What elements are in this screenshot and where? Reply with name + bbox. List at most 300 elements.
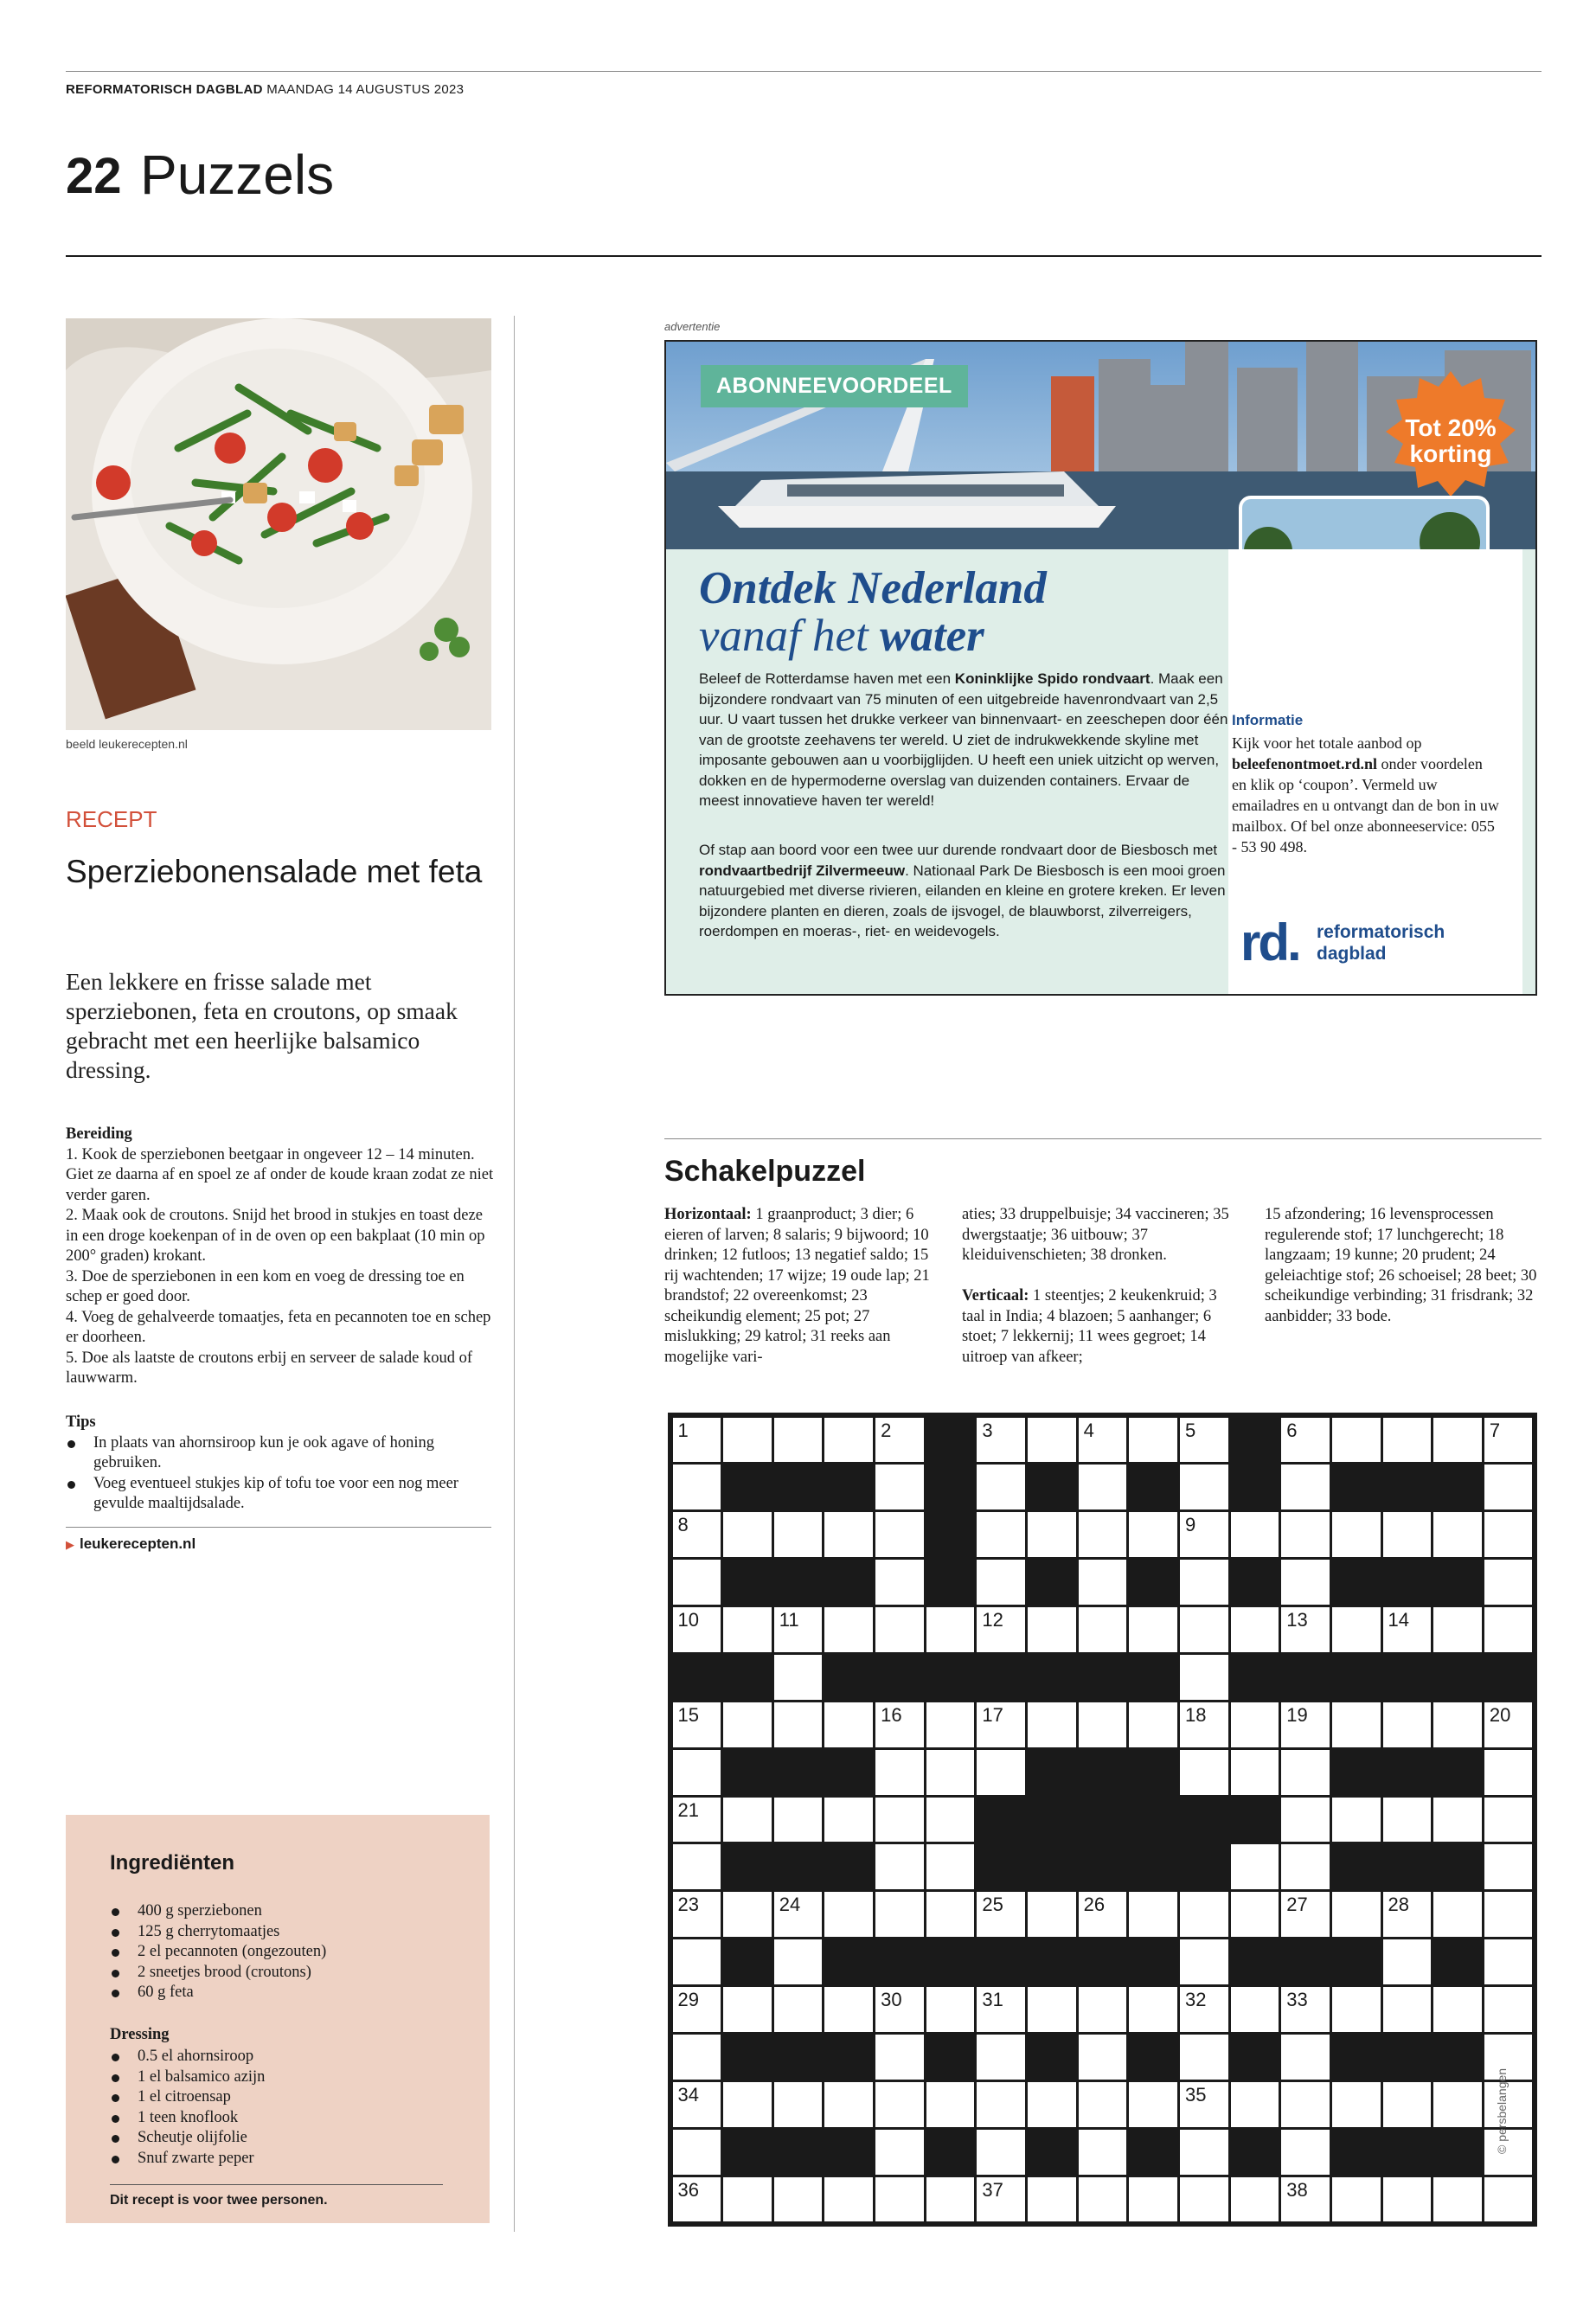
grid-cell[interactable] bbox=[723, 2177, 772, 2222]
grid-cell[interactable] bbox=[1231, 1750, 1279, 1795]
grid-cell[interactable] bbox=[673, 2177, 721, 2222]
grid-cell[interactable] bbox=[926, 2082, 975, 2127]
dressing-item: 1 el balsamico azijn bbox=[110, 2067, 473, 2088]
clues-column-1 bbox=[664, 1205, 933, 1368]
grid-cell[interactable] bbox=[1281, 1607, 1330, 1652]
grid-cell[interactable] bbox=[1332, 1892, 1381, 1937]
grid-cell[interactable] bbox=[824, 1512, 873, 1557]
grid-clue-number: 18 bbox=[1184, 1703, 1207, 1726]
tips-label: Tips bbox=[66, 1413, 96, 1431]
ad-info-body bbox=[1232, 733, 1500, 857]
ad-badge: ABONNEEVOORDEEL bbox=[701, 365, 968, 407]
grid-cell[interactable] bbox=[875, 1512, 924, 1557]
grid-cell[interactable] bbox=[875, 1844, 924, 1889]
grid-cell[interactable] bbox=[1231, 2082, 1279, 2127]
copyright: © persbelangen bbox=[1495, 2067, 1509, 2154]
grid-cell[interactable] bbox=[977, 2035, 1025, 2080]
grid-cell[interactable] bbox=[1281, 1750, 1330, 1795]
grid-cell[interactable] bbox=[673, 1702, 721, 1747]
grid-cell[interactable] bbox=[1129, 1987, 1177, 2032]
grid-cell[interactable] bbox=[774, 1702, 823, 1747]
recipe-intro: Een lekkere en frisse salade met sperziebonen, feta en croutons, op smaak gebracht met een heerlijke balsamico dressing. bbox=[66, 968, 458, 1083]
grid-cell[interactable] bbox=[824, 2082, 873, 2127]
grid-clue-number: 36 bbox=[677, 2178, 699, 2201]
grid-cell[interactable] bbox=[977, 1465, 1025, 1509]
dressing-item: 1 el citroensap bbox=[110, 2087, 473, 2108]
grid-cell[interactable] bbox=[1079, 1607, 1127, 1652]
ingredients-rule bbox=[110, 2184, 443, 2185]
grid-cell[interactable] bbox=[1079, 1892, 1127, 1937]
grid-cell[interactable] bbox=[824, 2177, 873, 2222]
grid-clue-number: 4 bbox=[1083, 1419, 1094, 1441]
grid-cell[interactable] bbox=[977, 1418, 1025, 1463]
ad-headline-pre: vanaf het bbox=[699, 611, 880, 661]
grid-cell[interactable] bbox=[875, 2130, 924, 2175]
grid-cell[interactable] bbox=[875, 1418, 924, 1463]
grid-cell[interactable] bbox=[1180, 1560, 1228, 1605]
grid-cell[interactable] bbox=[1433, 1418, 1482, 1463]
grid-cell[interactable] bbox=[673, 2130, 721, 2175]
grid-cell[interactable] bbox=[1433, 2082, 1482, 2127]
dressing-list bbox=[110, 2047, 473, 2169]
grid-cell[interactable] bbox=[1433, 1892, 1482, 1937]
grid-cell[interactable] bbox=[1433, 2177, 1482, 2222]
grid-cell[interactable] bbox=[1079, 1702, 1127, 1747]
grid-cell[interactable] bbox=[926, 1987, 975, 2032]
preparation-step: 2. Maak ook de croutons. Snijd het brood in stukjes en toast deze in een droge koekenpan of in de oven op een bakplaat (10 min op 200° graden) krokant. bbox=[66, 1207, 485, 1265]
grid-cell[interactable] bbox=[977, 1560, 1025, 1605]
grid-clue-number: 32 bbox=[1184, 1989, 1207, 2011]
vertical-clues-part-1: 1 steentjes; 2 keukenkruid; 3 taal in India; 4 blazoen; 5 aanhanger; 6 stoet; 7 lekkernij; 11 wees gegroet; 14 uitroep van afkeer; bbox=[962, 1287, 1217, 1366]
rd-logo-line-1: reformatorisch bbox=[1317, 922, 1445, 942]
grid-cell[interactable] bbox=[1484, 2177, 1533, 2222]
grid-clue-number: 13 bbox=[1286, 1609, 1308, 1631]
servings-note: Dit recept is voor twee personen. bbox=[110, 2193, 328, 2208]
grid-clue-number: 30 bbox=[881, 1989, 902, 2011]
grid-cell[interactable] bbox=[723, 1987, 772, 2032]
ad-headline-bold: water bbox=[880, 611, 984, 661]
grid-clue-number: 12 bbox=[982, 1609, 1003, 1631]
grid-cell[interactable] bbox=[875, 2082, 924, 2127]
grid-cell[interactable] bbox=[1079, 2177, 1127, 2222]
grid-cell[interactable] bbox=[875, 1987, 924, 2032]
grid-cell[interactable] bbox=[1079, 1560, 1127, 1605]
grid-cell[interactable] bbox=[1332, 1798, 1381, 1843]
grid-cell[interactable] bbox=[977, 1512, 1025, 1557]
ingredients-title: Ingrediënten bbox=[110, 1851, 235, 1875]
grid-cell[interactable] bbox=[875, 1560, 924, 1605]
grid-cell[interactable] bbox=[1433, 1512, 1482, 1557]
grid-cell[interactable] bbox=[723, 2082, 772, 2127]
crossword-grid[interactable] bbox=[668, 1413, 1537, 2227]
grid-cell[interactable] bbox=[1484, 1892, 1533, 1937]
grid-cell[interactable] bbox=[926, 1892, 975, 1937]
header-date: MAANDAG 14 AUGUSTUS 2023 bbox=[266, 82, 465, 97]
preparation-label: Bereiding bbox=[66, 1125, 132, 1143]
grid-cell[interactable] bbox=[1484, 1844, 1533, 1889]
grid-cell[interactable] bbox=[926, 1798, 975, 1843]
grid-cell[interactable] bbox=[1484, 1798, 1533, 1843]
grid-cell[interactable] bbox=[1028, 2177, 1076, 2222]
grid-clue-number: 7 bbox=[1489, 1419, 1501, 1441]
grid-cell[interactable] bbox=[723, 1512, 772, 1557]
triangle-right-icon: ▶ bbox=[66, 1538, 74, 1551]
grid-clue-number: 6 bbox=[1286, 1419, 1298, 1441]
grid-cell[interactable] bbox=[1028, 1512, 1076, 1557]
grid-clue-number: 29 bbox=[677, 1989, 699, 2011]
grid-clue-number: 35 bbox=[1184, 2083, 1207, 2106]
grid-clue-number: 17 bbox=[982, 1703, 1003, 1726]
grid-cell[interactable] bbox=[1383, 2177, 1432, 2222]
grid-cell[interactable] bbox=[1281, 1465, 1330, 1509]
grid-cell[interactable] bbox=[1332, 1607, 1381, 1652]
header-paper-name: REFORMATORISCH DAGBLAD bbox=[66, 82, 263, 97]
grid-cell[interactable] bbox=[1281, 1560, 1330, 1605]
tip-item: Voeg eventueel stukjes kip of tofu toe voor een nog meer gevulde maaltijdsalade. bbox=[66, 1474, 498, 1515]
grid-cell[interactable] bbox=[1028, 2082, 1076, 2127]
grid-cell[interactable] bbox=[1383, 1702, 1432, 1747]
grid-cell[interactable] bbox=[875, 1465, 924, 1509]
grid-cell[interactable] bbox=[1028, 1892, 1076, 1937]
grid-cell[interactable] bbox=[1332, 2177, 1381, 2222]
grid-cell[interactable] bbox=[1180, 1750, 1228, 1795]
column-divider bbox=[514, 316, 515, 2232]
grid-cell[interactable] bbox=[673, 1939, 721, 1984]
rd-logo-mark: rd. bbox=[1240, 913, 1299, 971]
horizontal-clues-part-2: aties; 33 druppelbuisje; 34 vaccineren; 35 dwergstaatje; 36 uitbouw; 37 kleiduivenschieten; 38 dronken. bbox=[962, 1206, 1229, 1264]
dressing-title: Dressing bbox=[110, 2026, 170, 2043]
grid-cell[interactable] bbox=[1079, 1512, 1127, 1557]
grid-cell[interactable] bbox=[1281, 1702, 1330, 1747]
grid-cell[interactable] bbox=[977, 1750, 1025, 1795]
grid-cell[interactable] bbox=[673, 1844, 721, 1889]
grid-cell[interactable] bbox=[1383, 1418, 1432, 1463]
grid-cell[interactable] bbox=[1383, 1939, 1432, 1984]
grid-cell[interactable] bbox=[723, 1418, 772, 1463]
grid-cell[interactable] bbox=[1079, 2082, 1127, 2127]
grid-cell[interactable] bbox=[1180, 2082, 1228, 2127]
grid-cell[interactable] bbox=[1383, 1987, 1432, 2032]
grid-cell[interactable] bbox=[1028, 1607, 1076, 1652]
grid-cell[interactable] bbox=[774, 1892, 823, 1937]
grid-cell[interactable] bbox=[1129, 1512, 1177, 1557]
grid-cell[interactable] bbox=[1028, 1987, 1076, 2032]
ad-body-paragraph-1 bbox=[699, 669, 1228, 811]
grid-cell[interactable] bbox=[1281, 1418, 1330, 1463]
grid-cell[interactable] bbox=[1484, 1607, 1533, 1652]
grid-cell[interactable] bbox=[1332, 1702, 1381, 1747]
grid-cell[interactable] bbox=[774, 1512, 823, 1557]
grid-cell[interactable] bbox=[1484, 1939, 1533, 1984]
ingredient-item: 60 g feta bbox=[110, 1983, 473, 2003]
grid-cell[interactable] bbox=[1028, 1702, 1076, 1747]
header-rule bbox=[66, 71, 1542, 72]
grid-cell[interactable] bbox=[1129, 1702, 1177, 1747]
grid-cell[interactable] bbox=[1383, 1798, 1432, 1843]
grid-cell[interactable] bbox=[977, 1892, 1025, 1937]
grid-cell[interactable] bbox=[875, 1798, 924, 1843]
grid-cell[interactable] bbox=[875, 1607, 924, 1652]
grid-cell[interactable] bbox=[723, 1702, 772, 1747]
grid-clue-number: 2 bbox=[881, 1419, 892, 1441]
grid-cell[interactable] bbox=[875, 2035, 924, 2080]
grid-clue-number: 3 bbox=[982, 1419, 993, 1441]
ad-info-text: Kijk voor het totale aanbod op bbox=[1232, 734, 1422, 752]
ad-info-heading: Informatie bbox=[1232, 712, 1304, 728]
grid-cell[interactable] bbox=[1079, 1987, 1127, 2032]
grid-clue-number: 38 bbox=[1286, 2178, 1308, 2201]
dressing-item: Snuf zwarte peper bbox=[110, 2149, 473, 2170]
preparation-step: 3. Doe de sperziebonen in een kom en voeg de dressing toe en schep er goed door. bbox=[66, 1267, 465, 1305]
ad-body-paragraph-2 bbox=[699, 840, 1228, 942]
section-title: Puzzels bbox=[140, 144, 335, 206]
recipe-kicker: RECEPT bbox=[66, 806, 157, 832]
grid-cell[interactable] bbox=[1484, 1987, 1533, 2032]
tip-item: In plaats van ahornsiroop kun je ook agave of honing gebruiken. bbox=[66, 1433, 498, 1474]
grid-cell[interactable] bbox=[824, 1892, 873, 1937]
grid-cell[interactable] bbox=[1484, 1750, 1533, 1795]
grid-cell[interactable] bbox=[824, 1702, 873, 1747]
grid-cell[interactable] bbox=[1433, 1798, 1482, 1843]
grid-cell[interactable] bbox=[1231, 1607, 1279, 1652]
grid-cell[interactable] bbox=[1231, 1844, 1279, 1889]
grid-cell[interactable] bbox=[1129, 2177, 1177, 2222]
grid-cell[interactable] bbox=[1180, 1939, 1228, 1984]
grid-cell[interactable] bbox=[774, 1987, 823, 2032]
grid-cell[interactable] bbox=[1281, 1987, 1330, 2032]
grid-cell[interactable] bbox=[1383, 2082, 1432, 2127]
discount-line-1: Tot 20% bbox=[1405, 414, 1497, 441]
grid-cell[interactable] bbox=[1231, 1892, 1279, 1937]
ingredient-item: 400 g sperziebonen bbox=[110, 1901, 473, 1922]
ad-info-link[interactable]: beleefenontmoet.rd.nl bbox=[1232, 755, 1377, 772]
grid-cell[interactable] bbox=[1332, 2082, 1381, 2127]
grid-cell[interactable] bbox=[723, 1892, 772, 1937]
grid-cell[interactable] bbox=[673, 1418, 721, 1463]
grid-clue-number: 23 bbox=[677, 1894, 699, 1916]
grid-cell[interactable] bbox=[1180, 1655, 1228, 1700]
header-rule-bottom bbox=[66, 255, 1542, 257]
grid-cell[interactable] bbox=[673, 1607, 721, 1652]
horizontal-clues-part-1: 1 graanproduct; 3 dier; 6 eieren of larven; 8 salaris; 9 bijwoord; 10 drinken; 12 futloos; 13 negatief saldo; 15 rij wachtenden; 17 wijze; 19 oude lap; 21 brandstof; 22 overeenkomst; 23 scheikundig element; 25 pot; 27 mislukking; 29 katrol; 31 reeks aan mogelijke vari- bbox=[664, 1206, 930, 1366]
rd-logo-line-2: dagblad bbox=[1317, 944, 1387, 964]
grid-cell[interactable] bbox=[774, 2177, 823, 2222]
grid-cell[interactable] bbox=[1231, 1512, 1279, 1557]
grid-cell[interactable] bbox=[1028, 1418, 1076, 1463]
salad-bowl-illustration bbox=[66, 318, 491, 730]
ingredient-item: 2 sneetjes brood (croutons) bbox=[110, 1963, 473, 1984]
preparation-section bbox=[66, 1125, 498, 1389]
grid-cell[interactable] bbox=[673, 1512, 721, 1557]
grid-clue-number: 5 bbox=[1184, 1419, 1196, 1441]
grid-cell[interactable] bbox=[1180, 1465, 1228, 1509]
grid-clue-number: 24 bbox=[779, 1894, 801, 1916]
grid-cell[interactable] bbox=[1332, 1418, 1381, 1463]
source-rule bbox=[66, 1527, 491, 1528]
grid-cell[interactable] bbox=[1281, 2035, 1330, 2080]
grid-cell[interactable] bbox=[1180, 2035, 1228, 2080]
grid-cell[interactable] bbox=[673, 1892, 721, 1937]
grid-cell[interactable] bbox=[1484, 1512, 1533, 1557]
grid-cell[interactable] bbox=[824, 1418, 873, 1463]
grid-cell[interactable] bbox=[1079, 2130, 1127, 2175]
grid-cell[interactable] bbox=[1129, 1607, 1177, 1652]
grid-cell[interactable] bbox=[1129, 1418, 1177, 1463]
grid-cell[interactable] bbox=[1281, 2177, 1330, 2222]
grid-cell[interactable] bbox=[1484, 1465, 1533, 1509]
grid-cell[interactable] bbox=[774, 1798, 823, 1843]
grid-clue-number: 27 bbox=[1286, 1894, 1308, 1916]
grid-cell[interactable] bbox=[977, 1702, 1025, 1747]
grid-cell[interactable] bbox=[1180, 1892, 1228, 1937]
ingredient-item: 125 g cherrytomaatjes bbox=[110, 1922, 473, 1943]
grid-cell[interactable] bbox=[673, 2035, 721, 2080]
grid-cell[interactable] bbox=[1281, 1892, 1330, 1937]
grid-cell[interactable] bbox=[1079, 1418, 1127, 1463]
grid-cell[interactable] bbox=[1281, 1798, 1330, 1843]
puzzle-title: Schakelpuzzel bbox=[664, 1155, 866, 1188]
grid-cell[interactable] bbox=[875, 1750, 924, 1795]
grid-cell[interactable] bbox=[1079, 2035, 1127, 2080]
ingredient-item: 2 el pecannoten (ongezouten) bbox=[110, 1942, 473, 1963]
recipe-photo bbox=[66, 318, 491, 730]
grid-cell[interactable] bbox=[1129, 2082, 1177, 2127]
grid-cell[interactable] bbox=[824, 1607, 873, 1652]
grid-cell[interactable] bbox=[673, 1798, 721, 1843]
grid-cell[interactable] bbox=[774, 2082, 823, 2127]
grid-cell[interactable] bbox=[1180, 1987, 1228, 2032]
grid-cell[interactable] bbox=[673, 1987, 721, 2032]
grid-cell[interactable] bbox=[875, 2177, 924, 2222]
grid-cell[interactable] bbox=[1433, 1702, 1482, 1747]
grid-cell[interactable] bbox=[1281, 2082, 1330, 2127]
ad-headline-line-2 bbox=[699, 610, 984, 662]
dressing-item: Scheutje olijfolie bbox=[110, 2128, 473, 2149]
grid-cell[interactable] bbox=[1433, 1607, 1482, 1652]
ad-body2-bold: rondvaartbedrijf Zilvermeeuw bbox=[699, 862, 906, 879]
grid-cell[interactable] bbox=[926, 1607, 975, 1652]
grid-cell[interactable] bbox=[926, 1844, 975, 1889]
ad-body2-text: Of stap aan boord voor een twee uur durende rondvaart door de Biesbosch met bbox=[699, 842, 1218, 858]
grid-cell[interactable] bbox=[1433, 1987, 1482, 2032]
ad-body1-text: Beleef de Rotterdamse haven met een bbox=[699, 670, 955, 687]
grid-cell[interactable] bbox=[977, 2130, 1025, 2175]
grid-cell[interactable] bbox=[1180, 1607, 1228, 1652]
clues-column-2 bbox=[962, 1205, 1239, 1368]
grid-cell[interactable] bbox=[1383, 1512, 1432, 1557]
grid-clue-number: 34 bbox=[677, 2083, 699, 2106]
grid-cell[interactable] bbox=[926, 2177, 975, 2222]
grid-cell[interactable] bbox=[1383, 1607, 1432, 1652]
grid-cell[interactable] bbox=[1231, 1702, 1279, 1747]
grid-clue-number: 11 bbox=[779, 1609, 799, 1631]
grid-cell[interactable] bbox=[1484, 1702, 1533, 1747]
clues-column-3: 15 afzondering; 16 levensprocessen regulerende stof; 17 lunchgerecht; 18 langzaam; 19 kunne; 20 prudent; 24 geleiachtige stof; 26 schoeisel; 28 beet; 30 scheikundige verbinding; 31 frisdrank; 32 aanbidder; 33 bode. bbox=[1265, 1206, 1537, 1325]
grid-clue-number: 26 bbox=[1083, 1894, 1106, 1916]
grid-cell[interactable] bbox=[875, 1892, 924, 1937]
grid-cell[interactable] bbox=[977, 2177, 1025, 2222]
grid-cell[interactable] bbox=[673, 1560, 721, 1605]
preparation-step: 4. Voeg de gehalveerde tomaatjes, feta en pecannoten toe en schep er doorheen. bbox=[66, 1308, 491, 1346]
grid-cell[interactable] bbox=[673, 1750, 721, 1795]
recipe-title: Sperziebonensalade met feta bbox=[66, 854, 483, 889]
dressing-item: 0.5 el ahornsiroop bbox=[110, 2047, 473, 2067]
grid-cell[interactable] bbox=[673, 2082, 721, 2127]
grid-cell[interactable] bbox=[824, 1987, 873, 2032]
grid-cell[interactable] bbox=[1281, 1512, 1330, 1557]
vertical-label: Verticaal: bbox=[962, 1287, 1029, 1304]
grid-cell[interactable] bbox=[1484, 1418, 1533, 1463]
grid-cell[interactable] bbox=[774, 1607, 823, 1652]
source-link[interactable] bbox=[66, 1535, 195, 1553]
tips-section bbox=[66, 1413, 498, 1515]
grid-clue-number: 14 bbox=[1388, 1609, 1410, 1631]
grid-cell[interactable] bbox=[723, 1798, 772, 1843]
grid-cell[interactable] bbox=[824, 1798, 873, 1843]
grid-cell[interactable] bbox=[926, 1702, 975, 1747]
grid-cell[interactable] bbox=[1180, 1702, 1228, 1747]
rd-logo-text bbox=[1317, 921, 1445, 965]
grid-cell[interactable] bbox=[723, 1607, 772, 1652]
grid-clue-number: 1 bbox=[677, 1419, 689, 1441]
grid-cell[interactable] bbox=[1180, 2177, 1228, 2222]
ingredients-list bbox=[110, 1901, 473, 2003]
grid-cell[interactable] bbox=[1079, 1465, 1127, 1509]
horizontal-label: Horizontaal: bbox=[664, 1206, 752, 1223]
grid-cell[interactable] bbox=[774, 1418, 823, 1463]
grid-cell[interactable] bbox=[1281, 1844, 1330, 1889]
grid-clue-number: 20 bbox=[1489, 1703, 1511, 1726]
grid-clue-number: 28 bbox=[1388, 1894, 1410, 1916]
grid-clue-number: 31 bbox=[982, 1989, 1003, 2011]
grid-cell[interactable] bbox=[977, 1607, 1025, 1652]
grid-clue-number: 19 bbox=[1286, 1703, 1308, 1726]
grid-cell[interactable] bbox=[1180, 1418, 1228, 1463]
grid-cell[interactable] bbox=[1281, 2130, 1330, 2175]
header-dateline bbox=[66, 82, 464, 97]
grid-clue-number: 33 bbox=[1286, 1989, 1308, 2011]
grid-clue-number: 21 bbox=[677, 1798, 699, 1821]
grid-cell[interactable] bbox=[1383, 1892, 1432, 1937]
page-number: 22 bbox=[66, 148, 122, 204]
grid-cell[interactable] bbox=[1332, 1987, 1381, 2032]
grid-cell[interactable] bbox=[977, 1987, 1025, 2032]
grid-cell[interactable] bbox=[1180, 2130, 1228, 2175]
grid-cell[interactable] bbox=[1129, 1892, 1177, 1937]
grid-cell[interactable] bbox=[1332, 1512, 1381, 1557]
grid-cell[interactable] bbox=[774, 1939, 823, 1984]
discount-text bbox=[1386, 415, 1516, 467]
grid-cell[interactable] bbox=[673, 1465, 721, 1509]
grid-cell[interactable] bbox=[1180, 1512, 1228, 1557]
advertisement[interactable] bbox=[664, 340, 1537, 996]
grid-clue-number: 10 bbox=[677, 1609, 699, 1631]
grid-cell[interactable] bbox=[926, 1750, 975, 1795]
grid-cell[interactable] bbox=[774, 1655, 823, 1700]
grid-clue-number: 16 bbox=[881, 1703, 902, 1726]
ad-label: advertentie bbox=[664, 320, 721, 333]
grid-cell[interactable] bbox=[977, 2082, 1025, 2127]
grid-clue-number: 15 bbox=[677, 1703, 699, 1726]
grid-clue-number: 25 bbox=[982, 1894, 1003, 1916]
preparation-step: 5. Doe als laatste de croutons erbij en serveer de salade koud of lauwwarm. bbox=[66, 1349, 473, 1387]
grid-cell[interactable] bbox=[875, 1702, 924, 1747]
grid-cell[interactable] bbox=[1231, 2177, 1279, 2222]
grid-cell[interactable] bbox=[1231, 1987, 1279, 2032]
grid-cell[interactable] bbox=[1484, 1560, 1533, 1605]
photo-credit: beeld leukerecepten.nl bbox=[66, 737, 188, 751]
discount-line-2: korting bbox=[1409, 440, 1492, 467]
